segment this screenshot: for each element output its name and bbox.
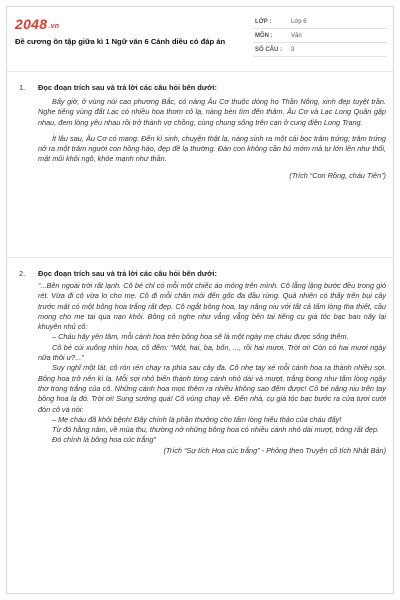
meta-row-class bbox=[253, 15, 387, 29]
passage-paragraph: – Cháu hãy yên tâm, mỗi cánh hoa trên bông hoa sẽ là một ngày mẹ cháu được sống thêm. bbox=[52, 332, 349, 342]
logo-tld: .vn bbox=[48, 23, 60, 30]
passage-paragraph: Đó chính là bông hoa cúc trắng” bbox=[52, 435, 156, 445]
document-header bbox=[7, 7, 393, 69]
question-passage bbox=[38, 281, 386, 456]
logo-text: 2048 bbox=[15, 16, 48, 32]
question-divider bbox=[7, 257, 393, 258]
question-heading: Đọc đoạn trích sau và trả lời các câu hỏi bên dưới: bbox=[38, 269, 217, 278]
question-2 bbox=[7, 269, 393, 591]
passage-paragraph: Bấy giờ, ở vùng núi cao phương Bắc, có nàng Âu Cơ thuộc dòng họ Thần Nông, xinh đẹp tuyệt trần. Nghe tiếng vùng đất Lạc có nhiều hoa thơm cỏ lạ, nàng bèn tìm đến thăm. Âu Cơ và Lạc Long Quân gặp nhau, đem lòng yêu nhau rồi trở thành vợ chồng, cùng chung sống trên cạn ở cung điện Long Trang. bbox=[38, 97, 386, 127]
question-number: 2. bbox=[19, 269, 26, 278]
passage-paragraph: “...Bên ngoài trời rất lạnh. Cô bé chỉ có mỗi một chiếc áo mỏng trên mình. Cô lẵng lặng bước đều trong gió rét. Vừa đi cô vừa lo cho mẹ. Cô đi mỗi chân mỏi đến gốc đa đầu rừng. Quả nhiên có thấy trên bụi cây trước mặt có một bông hoa trắng rất đẹp. Cô ngắt bông hoa, tay nâng niu với tất cả tấm lòng tha thiết, cầu mong cho mẹ tai qua nạn khỏi. Bông cỏ nghe như vẳng vẳng bên tai tiếng cụ già tóc bạc ban nãy lại khuyên nhủ cô: bbox=[38, 281, 386, 332]
meta-key: MÔN : bbox=[255, 33, 273, 39]
question-number: 1. bbox=[19, 83, 26, 92]
site-logo[interactable] bbox=[15, 16, 59, 32]
passage-source: (Trích “Sự tích Hoa cúc trắng” - Phỏng theo Truyện cổ tích Nhật Bản) bbox=[163, 445, 386, 455]
passage-paragraph: Cô bé cúi xuống nhìn hoa, cô đếm: “Một, hai, ba, bốn, ..., rồi hai mươi. Trời ơi! Còn có hai mươi ngày nữa thôi ư?...” bbox=[38, 342, 386, 363]
meta-row-subject bbox=[253, 29, 387, 43]
passage-paragraph: Từ đó hằng năm, về mùa thu, thường nở những bông hoa có nhiều cánh nhỏ dài mượt, trông rất đẹp. bbox=[52, 425, 380, 435]
meta-info-table bbox=[253, 15, 387, 57]
question-passage bbox=[38, 97, 386, 181]
passage-paragraph: Suy nghĩ một lát, cô rón rén chạy ra phía sau cây đa. Cô nhẹ tay xé mỗi cánh hoa ra thành nhiều sợi. Bông hoa trở nên kì lạ. Mỗi sợi nhỏ biến thành từng cánh nhỏ dài và mượt, trắng bong như tấm lòng ngây thơ trong trắng của cô. Những cánh hoa mọc thêm ra nhiều không sao đếm được! Cô bé nâng niu trên tay bông hoa lạ đó. Trời ơi! Sung sướng quá! Cô vùng chạy về. Đến nhà, cụ già tóc bạc bước ra cửa tươi cười đón cô và nói: bbox=[38, 363, 386, 414]
meta-value: Lớp 6 bbox=[291, 19, 307, 25]
question-heading: Đọc đoạn trích sau và trả lời các câu hỏi bên dưới: bbox=[38, 83, 217, 92]
document-page bbox=[6, 6, 394, 594]
document-title: Đề cương ôn tập giữa kì 1 Ngữ văn 6 Cánh diều có đáp án bbox=[15, 37, 226, 46]
question-1 bbox=[7, 83, 393, 269]
passage-paragraph: Ít lâu sau, Âu Cơ có mang. Đến kì sinh, chuyện thật lạ, nàng sinh ra một cái bọc trăm trứng; trăm trứng nở ra một trăm người con hồng hào, đẹp đẽ lạ thường. Đàn con không cần bú mớm mà tự lớn lên như thổi, mặt mũi khôi ngô, khỏe mạnh như thần. bbox=[38, 133, 386, 164]
meta-row-question-count bbox=[253, 43, 387, 57]
meta-key: SỐ CÂU : bbox=[255, 47, 282, 53]
header-divider bbox=[7, 71, 393, 72]
meta-value: Văn bbox=[291, 33, 302, 39]
passage-source: (Trích “Con Rồng, cháu Tiên”) bbox=[289, 170, 386, 180]
passage-paragraph: – Mẹ cháu đã khỏi bệnh! Đây chính là phần thưởng cho tấm lòng hiếu thảo của cháu đấy! bbox=[52, 414, 342, 424]
meta-value: 3 bbox=[291, 47, 295, 53]
meta-key: LỚP : bbox=[255, 19, 272, 25]
